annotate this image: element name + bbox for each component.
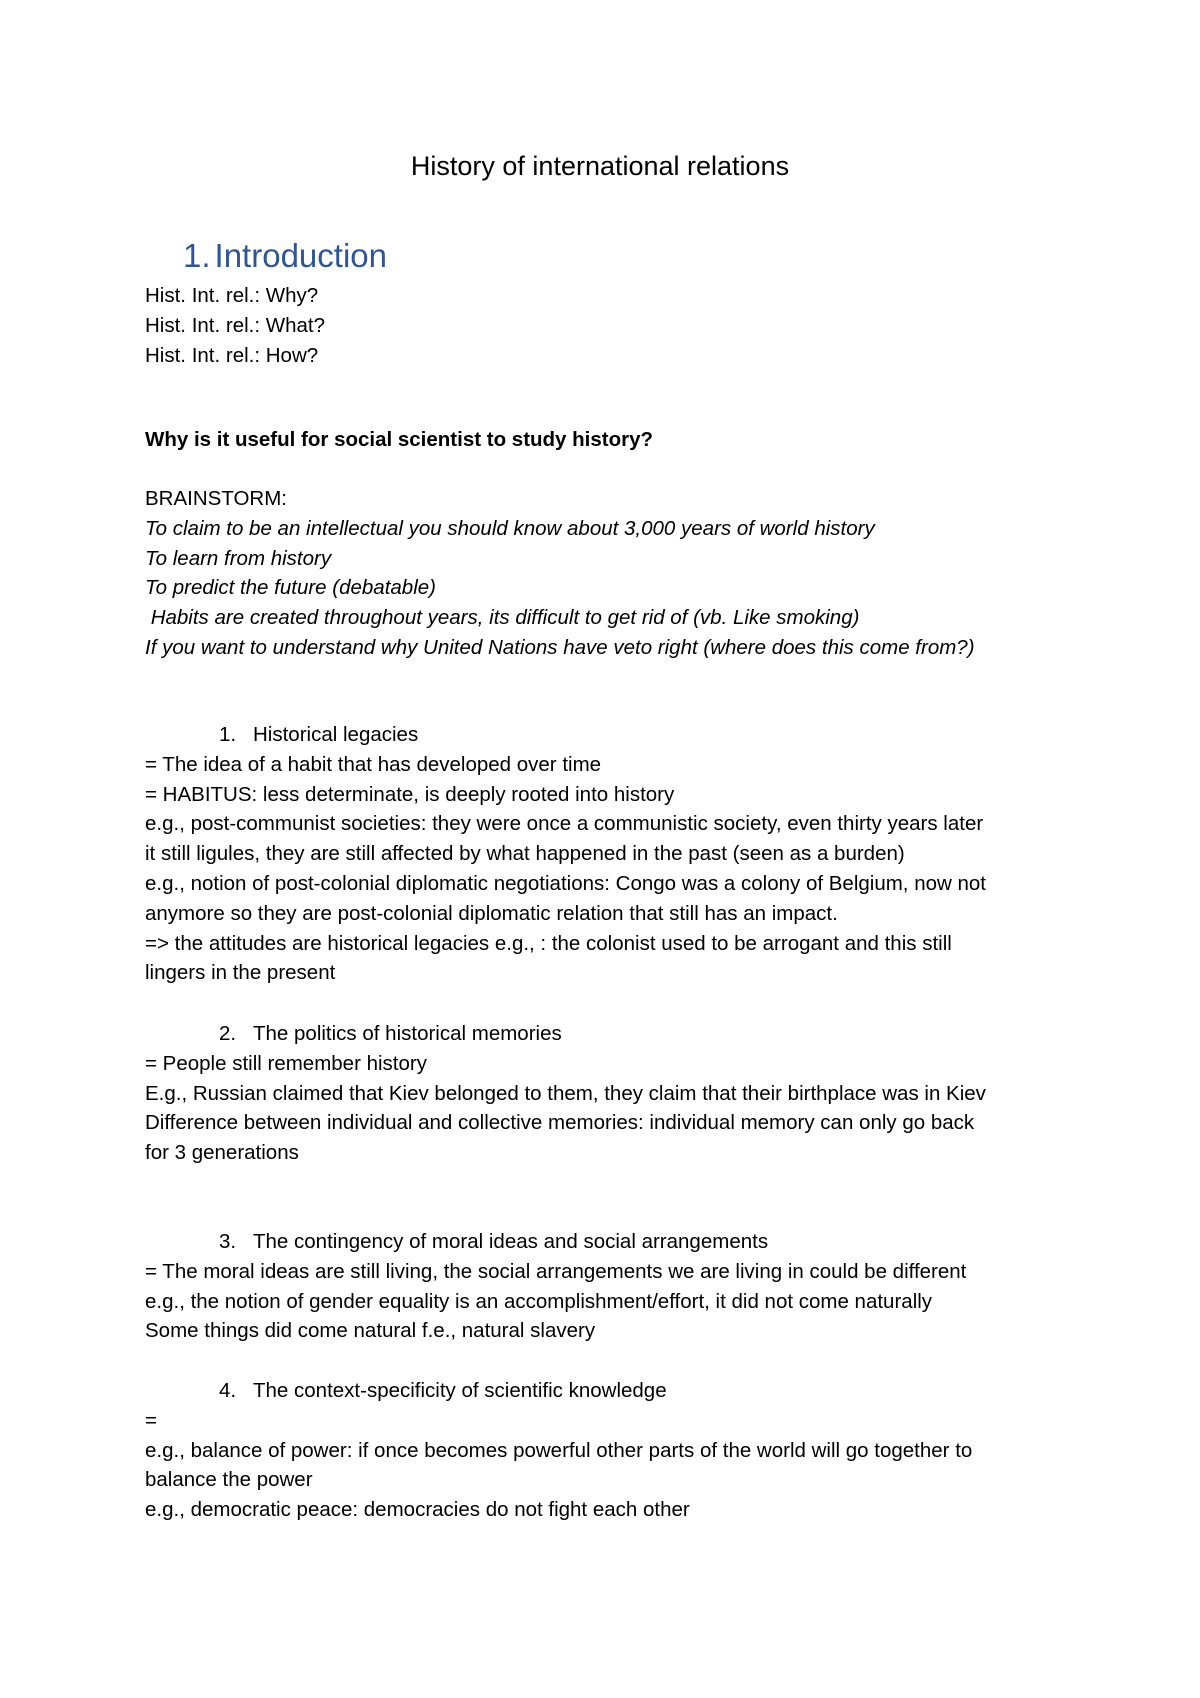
- section-line: e.g., the notion of gender equality is an accomplishment/effort, it did not come naturally: [145, 1289, 933, 1313]
- section-line: e.g., post-communist societies: they were once a communistic society, even thirty years later: [145, 812, 984, 836]
- section-number: 4.: [219, 1379, 237, 1402]
- section-title: The politics of historical memories: [253, 1022, 562, 1045]
- section-number: 3.: [219, 1230, 237, 1253]
- section-line: => the attitudes are historical legacies e.g., : the colonist used to be arrogant and this still: [145, 931, 952, 955]
- section-line: E.g., Russian claimed that Kiev belonged to them, they claim that their birthplace was in Kiev: [145, 1081, 986, 1105]
- section-line: it still ligules, they are still affected by what happened in the past (seen as a burden): [145, 842, 905, 866]
- section-heading-line: [145, 1227, 1080, 1257]
- brainstorm-item: Habits are created throughout years, its difficult to get rid of (vb. Like smoking): [145, 606, 860, 630]
- section-number: 2.: [219, 1022, 237, 1045]
- brainstorm-block: [145, 484, 1080, 663]
- brainstorm-item: To learn from history: [145, 546, 332, 570]
- brainstorm-item: To claim to be an intellectual you should know about 3,000 years of world history: [145, 516, 875, 540]
- section-heading-line: [145, 720, 1080, 750]
- section-4: [145, 1376, 1080, 1525]
- section-heading-line: [145, 1019, 1080, 1049]
- brainstorm-item: To predict the future (debatable): [145, 576, 436, 600]
- question-line: Hist. Int. rel.: What?: [145, 313, 325, 337]
- section-line: anymore so they are post-colonial diplomatic relation that still has an impact.: [145, 901, 838, 925]
- section-title: Historical legacies: [253, 723, 419, 746]
- section-number: 1.: [219, 723, 237, 746]
- section-heading: [183, 236, 387, 276]
- heading-text: Introduction: [214, 237, 387, 274]
- section-line: = The moral ideas are still living, the social arrangements we are living in could be different: [145, 1259, 967, 1283]
- section-line: e.g., balance of power: if once becomes powerful other parts of the world will go together to: [145, 1438, 973, 1462]
- bold-question-text: Why is it useful for social scientist to study history?: [145, 428, 654, 451]
- brainstorm-item: If you want to understand why United Nations have veto right (where does this come from?): [145, 635, 975, 659]
- bold-question: [145, 425, 1080, 455]
- section-line: =: [145, 1408, 157, 1432]
- section-line: = The idea of a habit that has developed over time: [145, 752, 602, 776]
- brainstorm-label: BRAINSTORM:: [145, 487, 287, 510]
- section-line: e.g., democratic peace: democracies do not fight each other: [145, 1498, 690, 1522]
- heading-number: 1.: [183, 237, 211, 274]
- section-line: Some things did come natural f.e., natural slavery: [145, 1319, 596, 1343]
- document-title: History of international relations: [410, 151, 790, 181]
- question-line: Hist. Int. rel.: Why?: [145, 284, 319, 307]
- question-list: [145, 281, 1080, 370]
- question-line: Hist. Int. rel.: How?: [145, 343, 319, 367]
- section-line: = People still remember history: [145, 1051, 427, 1075]
- section-1: [145, 720, 1080, 988]
- section-line: balance the power: [145, 1468, 313, 1492]
- section-line: Difference between individual and collective memories: individual memory can only go back: [145, 1111, 975, 1135]
- section-2: [145, 1019, 1080, 1168]
- section-line: = HABITUS: less determinate, is deeply rooted into history: [145, 782, 675, 806]
- section-line: for 3 generations: [145, 1141, 299, 1165]
- section-line: lingers in the present: [145, 961, 336, 985]
- section-title: The context-specificity of scientific knowledge: [253, 1379, 667, 1402]
- section-line: e.g., notion of post-colonial diplomatic negotiations: Congo was a colony of Belgium, now not: [145, 871, 987, 895]
- section-heading-line: [145, 1376, 1080, 1406]
- section-3: [145, 1227, 1080, 1346]
- section-title: The contingency of moral ideas and social arrangements: [253, 1230, 769, 1253]
